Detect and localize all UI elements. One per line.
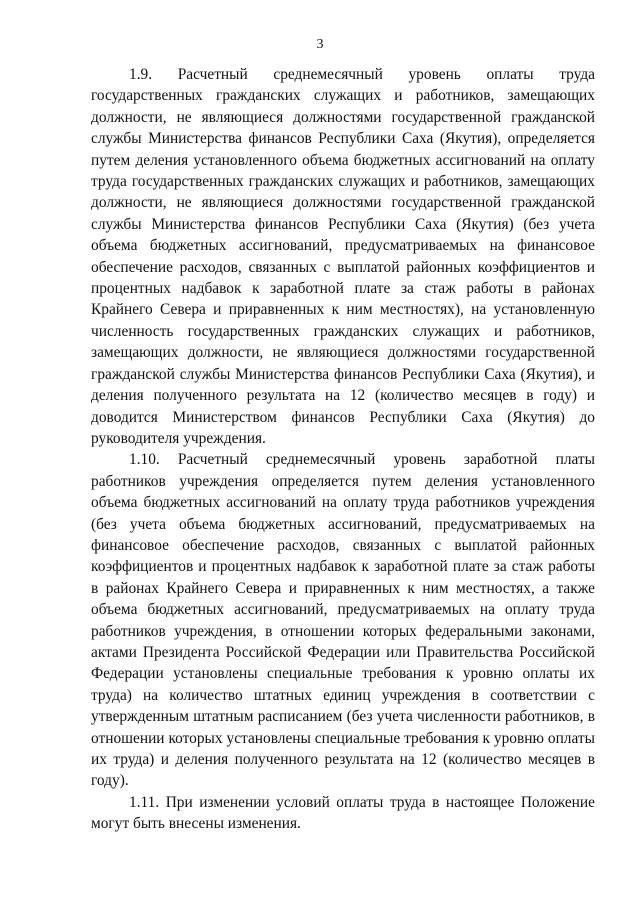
paragraph-1-11: 1.11. При изменении условий оплаты труда в настоящее Положение могут быть внесены изменения.	[91, 793, 595, 833]
page-number: 3	[316, 37, 324, 52]
document-body	[91, 64, 595, 835]
paragraph-1-10: 1.10. Расчетный среднемесячный уровень заработной платы работников учреждения определяется путем деления установленного объема бюджетных ассигнований на оплату труда работников учреждения (без учета объема бюджетных ассигнований, предусматриваемых на финансовое обеспечение расходов, связанных с выплатой районных коэффициентов и процентных надбавок к заработной плате за стаж работы в районах Крайнего Севера и приравненных к ним местностях, а также объема бюджетных ассигнований, предусматриваемых на оплату труда работников учреждения, в отношении которых федеральными законами, актами Президента Российской Федерации или Правительства Российской Федерации установлены специальные требования к уровню оплаты их труда) на количество штатных единиц учреждения в соответствии с утвержденным штатным расписанием (без учета численности работников, в отношении которых установлены специальные требования к уровню оплаты их труда) и деления полученного результата на 12 (количество месяцев в году).	[91, 451, 595, 790]
paragraph-1-9: 1.9. Расчетный среднемесячный уровень оплаты труда государственных гражданских служащих и работников, замещающих должности, не являющиеся должностями государственной гражданской службы Министерства финансов Республики Саха (Якутия), определяется путем деления установленного объема бюджетных ассигнований на оплату труда государственных гражданских служащих и работников, замещающих должности, не являющиеся должностями государственной гражданской службы Министерства финансов Республики Саха (Якутия) (без учета объема бюджетных ассигнований, предусматриваемых на финансовое обеспечение расходов, связанных с выплатой районных коэффициентов и процентных надбавок к заработной плате за стаж работы в районах Крайнего Севера и приравненных к ним местностях), на установленную численность государственных гражданских служащих и работников, замещающих должности, не являющиеся должностями государственной гражданской службы Министерства финансов Республики Саха (Якутия), и деления полученного результата на 12 (количество месяцев в году) и доводится Министерством финансов Республики Саха (Якутия) до руководителя учреждения.	[91, 66, 595, 447]
